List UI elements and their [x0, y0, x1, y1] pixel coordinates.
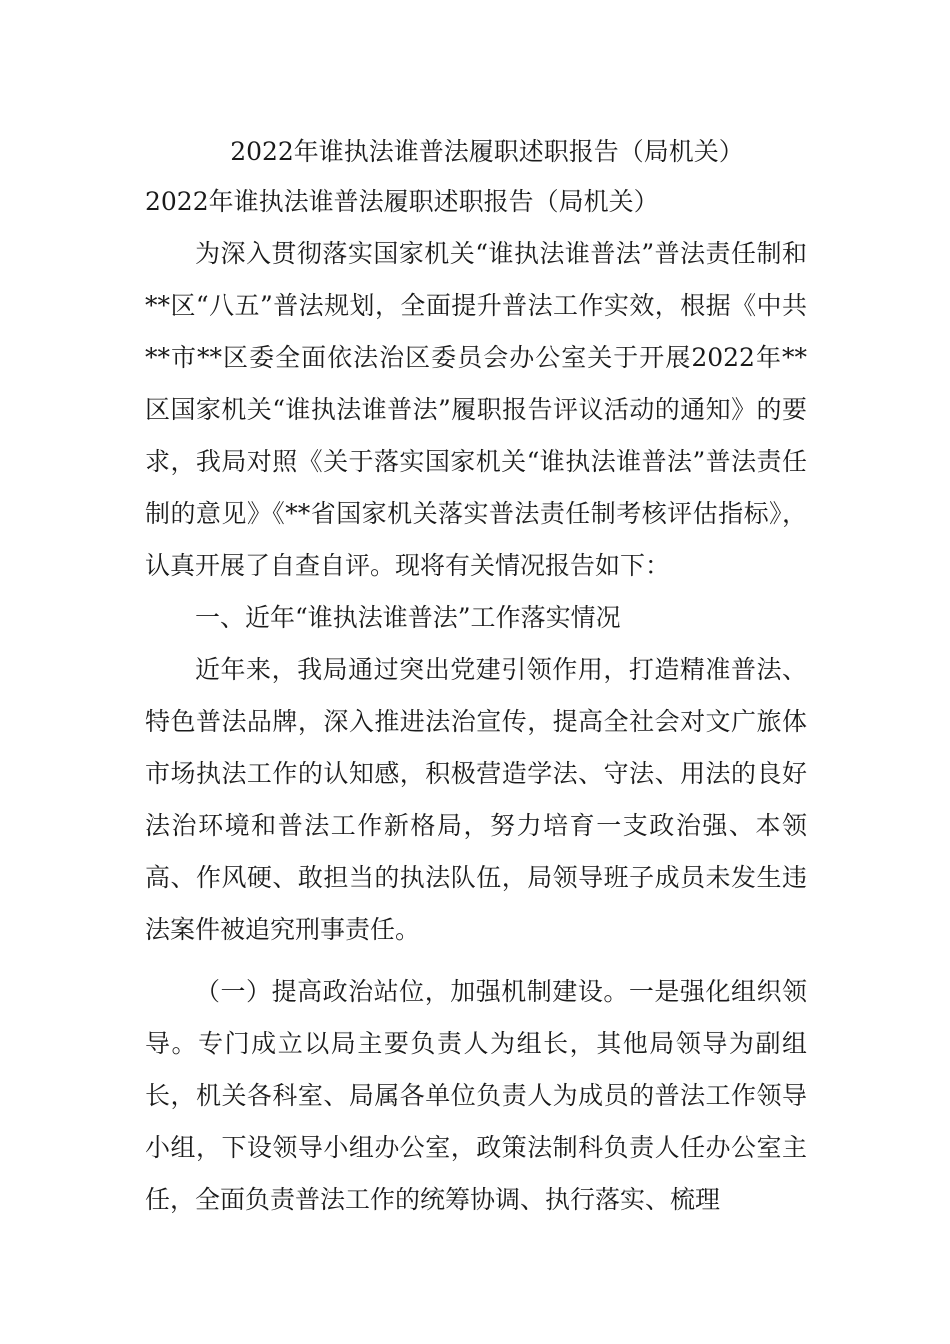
intro-paragraph: 为深入贯彻落实国家机关“谁执法谁普法”普法责任制和**区“八五”普法规划，全面提升普法工作实效，根据《中共**市**区委全面依法治区委员会办公室关于开展2022年**区国家机关“谁执法谁普法”履职报告评议活动的通知》的要求，我局对照《关于落实国家机关“谁执法谁普法”普法责任制的意见》《**省国家机关落实普法责任制考核评估指标》，认真开展了自查自评。现将有关情况报告如下：: [145, 239, 807, 580]
document-title: 2022年谁执法谁普法履职述职报告（局机关）: [230, 137, 744, 166]
document-subtitle: 2022年谁执法谁普法履职述职报告（局机关）: [145, 187, 659, 216]
subsection-paragraph: （一）提高政治站位，加强机制建设。一是强化组织领导。专门成立以局主要负责人为组长，其他局领导为副组长，机关各科室、局属各单位负责人为成员的普法工作领导小组，下设领导小组办公室，政策法制科负责人任办公室主任，全面负责普法工作的统筹协调、执行落实、梳理: [145, 977, 807, 1214]
paragraph-spacer: [145, 956, 807, 966]
document-body: [145, 128, 807, 1226]
section-heading: 一、近年“谁执法谁普法”工作落实情况: [195, 603, 621, 632]
body-paragraph: 近年来，我局通过突出党建引领作用，打造精准普法、特色普法品牌，深入推进法治宣传，提高全社会对文广旅体市场执法工作的认知感，积极营造学法、守法、用法的良好法治环境和普法工作新格局，努力培育一支政治强、本领高、作风硬、敢担当的执法队伍，局领导班子成员未发生违法案件被追究刑事责任。: [145, 655, 807, 944]
